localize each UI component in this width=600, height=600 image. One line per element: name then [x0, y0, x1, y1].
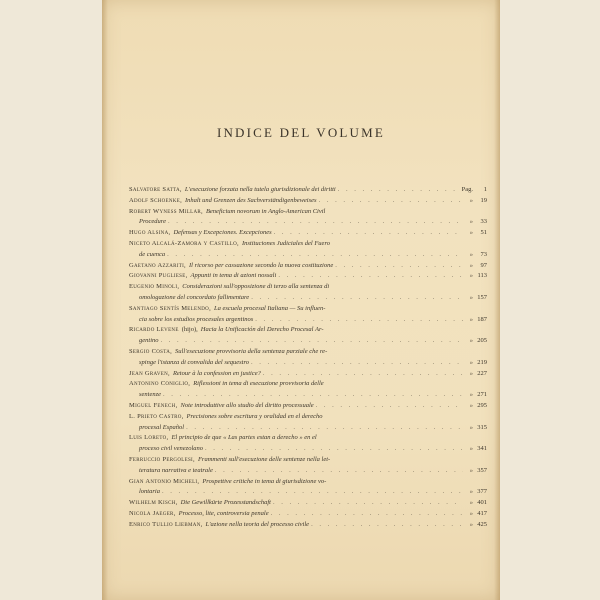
- book-page: [102, 0, 500, 600]
- toc-author: Salvatore Satta,: [129, 186, 182, 193]
- toc-page-number: 219: [477, 358, 487, 366]
- toc-leader-dots: [162, 487, 463, 498]
- toc-title: Sull'esecuzione provvisoria della sentenza parziale che re-: [175, 347, 328, 355]
- toc-entry: [129, 520, 487, 531]
- toc-entry: [129, 239, 487, 261]
- toc-title: Precisiones sobre escritura y oralidad en el derecho: [186, 412, 323, 420]
- toc-page-number: 357: [477, 466, 487, 474]
- toc-entry-line: [129, 379, 487, 390]
- toc-author: Sergio Costa,: [129, 347, 173, 355]
- toc-entry-line: [129, 477, 487, 488]
- toc-ditto-mark: »: [469, 250, 473, 258]
- toc-page-number: 51: [480, 229, 487, 237]
- toc-title: Die Gewillkürte Prozesstandschaft: [180, 499, 271, 507]
- toc-ditto-mark: »: [469, 401, 473, 409]
- toc-title: proceso civil venezolano: [139, 445, 204, 453]
- toc-entry: [129, 412, 487, 434]
- toc-entry-line: [129, 239, 487, 250]
- toc-entry-line: [129, 271, 487, 282]
- toc-title: Frammenti sull'esecuzione delle sentenze nella let-: [197, 455, 331, 463]
- toc-leader-dots: [271, 509, 463, 520]
- toc-author: Santiago Sentís Melendo,: [129, 304, 212, 312]
- toc-leader-dots: [319, 196, 463, 207]
- toc-title: Procedure: [139, 218, 166, 226]
- toc-entry-line: [129, 315, 487, 326]
- toc-page-number: 227: [477, 369, 487, 377]
- toc-entry: [129, 433, 487, 455]
- toc-title: Note introduttive allo studio del diritto processuale: [180, 401, 314, 409]
- toc-title: Prospettive critiche in tema di giurisdizione vo-: [202, 477, 327, 485]
- toc-entry: [129, 228, 487, 239]
- toc-ditto-mark: »: [469, 196, 473, 204]
- toc-entry: [129, 379, 487, 401]
- toc-author: Luis Loreto,: [129, 434, 169, 442]
- toc-entry-line: [129, 466, 487, 477]
- toc-ditto-mark: »: [469, 520, 473, 528]
- toc-leader-dots: [251, 293, 463, 304]
- toc-ditto-mark: »: [469, 358, 473, 366]
- toc-ditto-mark: »: [469, 293, 473, 301]
- toc-title: Il ricorso per cassazione secondo la nuova costituzione: [188, 261, 334, 269]
- toc-title: sentenze: [139, 391, 162, 399]
- toc-title: L'azione nella teoria del processo civile: [205, 520, 310, 528]
- toc-author: Hugo Alsina,: [129, 229, 171, 237]
- toc-entry: [129, 271, 487, 282]
- toc-leader-dots: [278, 271, 463, 282]
- toc-title: gentino: [139, 337, 159, 345]
- toc-entry: [129, 369, 487, 380]
- toc-entry: [129, 185, 487, 196]
- toc-author: L. Prieto Castro,: [129, 412, 184, 420]
- toc-ditto-mark: »: [469, 499, 473, 507]
- toc-entry-line: [129, 369, 487, 380]
- toc-page-number: 187: [477, 315, 487, 323]
- toc-entry-line: [129, 336, 487, 347]
- toc-leader-dots: [161, 336, 464, 347]
- toc-page-number: 295: [477, 401, 487, 409]
- toc-page-number: 33: [480, 218, 487, 226]
- toc-entry: [129, 401, 487, 412]
- toc-entry: [129, 325, 487, 347]
- toc-entry-line: [129, 433, 487, 444]
- toc-page-number: 271: [477, 391, 487, 399]
- toc-page-number: 157: [477, 293, 487, 301]
- toc-title: procesal Español: [139, 423, 185, 431]
- toc-page-number: 315: [477, 423, 487, 431]
- toc-entry-line: [129, 250, 487, 261]
- toc-title: El principio de que « Las partes estan a derecho » en el: [171, 434, 317, 442]
- toc-author: Nicola Jaeger,: [129, 509, 176, 517]
- toc-ditto-mark: »: [469, 369, 473, 377]
- toc-ditto-mark: »: [469, 272, 473, 280]
- toc-author: Eugenio Minoli,: [129, 283, 180, 291]
- toc-page-number: 19: [480, 196, 487, 204]
- page-edge-right: [494, 0, 500, 600]
- toc-title: cia sobre los estudios procesales argentinos: [139, 315, 254, 323]
- toc-entry: [129, 304, 487, 326]
- toc-leader-dots: [335, 261, 463, 272]
- toc-entry-line: [129, 444, 487, 455]
- page-heading: INDICE DEL VOLUME: [216, 125, 386, 140]
- toc-entry-line: [129, 423, 487, 434]
- toc-entry-line: [129, 487, 487, 498]
- toc-leader-dots: [186, 423, 463, 434]
- toc-title: Appunti in tema di azioni nossali: [190, 272, 277, 280]
- toc-page-number: 1: [483, 186, 487, 193]
- toc-title: Riflessioni in tema di esecuzione provvisoria delle: [193, 380, 324, 388]
- toc-title: Inhalt und Grenzen des Sachverständigenbeweises: [185, 196, 317, 204]
- toc-leader-dots: [215, 466, 463, 477]
- toc-entry-line: [129, 185, 487, 196]
- toc-entry-line: [129, 455, 487, 466]
- toc-ditto-mark: »: [469, 423, 473, 431]
- toc-entry: [129, 498, 487, 509]
- toc-entry-line: [129, 207, 487, 218]
- toc-entry-line: [129, 293, 487, 304]
- toc-entry-line: [129, 412, 487, 423]
- toc-title: Retour à la confession en justice?: [172, 369, 261, 377]
- toc-author: Gian Antonio Micheli,: [129, 477, 200, 485]
- toc-leader-dots: [167, 250, 463, 261]
- toc-title: L'esecuzione forzata nella tutela giurisdizionale dei diritti: [184, 186, 336, 193]
- toc-leader-dots: [273, 498, 463, 509]
- toc-entry: [129, 207, 487, 229]
- toc-ditto-mark: »: [469, 218, 473, 226]
- toc-title: Instituciones Judiciales del Fuero: [241, 239, 330, 247]
- toc-title: Beneficium novorum in Anglo-American Civil: [205, 207, 326, 215]
- toc-author: Ferruccio Pergolesi,: [129, 455, 195, 463]
- toc-entry-line: [129, 282, 487, 293]
- toc-page-number: 425: [477, 520, 487, 528]
- toc-leader-dots: [338, 185, 458, 196]
- toc-title: Considerazioni sull'opposizione di terzo alla sentenza di: [182, 283, 330, 291]
- toc-title: Processo, lite, controversia penale: [178, 509, 269, 517]
- toc-leader-dots: [205, 444, 463, 455]
- toc-entry-line: [129, 347, 487, 358]
- toc-author: Gaetano Azzariti,: [129, 261, 186, 269]
- toc-title: lontaria: [139, 488, 160, 496]
- toc-page-number: 73: [480, 250, 487, 258]
- toc-entry-line: [129, 325, 487, 336]
- toc-ditto-mark: »: [469, 337, 473, 345]
- toc-author: Niceto Alcalá-Zamora y Castillo,: [129, 239, 239, 247]
- toc-ditto-mark: »: [469, 261, 473, 269]
- toc-ditto-mark: »: [469, 315, 473, 323]
- toc-author-suffix: (hijo),: [181, 326, 198, 334]
- toc-page-number: 97: [480, 261, 487, 269]
- toc-entry-line: [129, 261, 487, 272]
- toc-entry: [129, 509, 487, 520]
- toc-title: teratura narrativa e teatrale: [139, 466, 213, 474]
- toc-ditto-mark: »: [469, 445, 473, 453]
- toc-entry: [129, 196, 487, 207]
- toc-leader-dots: [316, 401, 463, 412]
- toc-ditto-mark: »: [469, 488, 473, 496]
- toc-page-number: 377: [477, 488, 487, 496]
- toc-ditto-mark: »: [469, 391, 473, 399]
- table-of-contents: [129, 185, 487, 531]
- toc-leader-dots: [251, 358, 463, 369]
- toc-entry-line: [129, 390, 487, 401]
- toc-ditto-mark: »: [469, 466, 473, 474]
- toc-author: Wilhelm Kisch,: [129, 499, 178, 507]
- toc-entry-line: [129, 217, 487, 228]
- toc-ditto-mark: »: [469, 229, 473, 237]
- toc-entry: [129, 347, 487, 369]
- toc-entry-line: [129, 498, 487, 509]
- toc-page-label: Pag.: [461, 186, 473, 193]
- toc-page-number: 401: [477, 499, 487, 507]
- toc-author: Enrico Tullio Liebman,: [129, 520, 203, 528]
- toc-entry: [129, 282, 487, 304]
- toc-title: spinge l'istanza di convalida del sequestro: [139, 358, 250, 366]
- toc-ditto-mark: »: [469, 509, 473, 517]
- toc-page-number: 341: [477, 445, 487, 453]
- toc-author: Robert Wyness Millar,: [129, 207, 203, 215]
- toc-leader-dots: [255, 315, 463, 326]
- toc-leader-dots: [263, 369, 463, 380]
- toc-leader-dots: [274, 228, 463, 239]
- toc-author: Adolf Schoenke,: [129, 196, 183, 204]
- toc-entry-line: [129, 196, 487, 207]
- toc-author: Giovanni Pugliese,: [129, 272, 188, 280]
- toc-leader-dots: [163, 390, 463, 401]
- toc-author: Ricardo Levene: [129, 326, 179, 334]
- toc-entry-line: [129, 228, 487, 239]
- page-edge-left: [102, 0, 108, 600]
- toc-entry: [129, 261, 487, 272]
- toc-title: La escuela procesal Italiana — Su influen-: [214, 304, 326, 312]
- toc-title: Hacia la Unificación del Derecho Procesal Ar-: [200, 326, 324, 334]
- toc-leader-dots: [168, 217, 463, 228]
- toc-page-number: 113: [477, 272, 487, 280]
- toc-entry-line: [129, 401, 487, 412]
- toc-title: Defensas y Excepciones. Excepciones: [173, 229, 272, 237]
- toc-author: Miguel Fenech,: [129, 401, 178, 409]
- toc-entry-line: [129, 520, 487, 531]
- toc-entry-line: [129, 304, 487, 315]
- toc-entry: [129, 477, 487, 499]
- toc-leader-dots: [311, 520, 463, 531]
- toc-title: de cuenca: [139, 250, 166, 258]
- toc-title: omologazione del concordato fallimentare: [139, 293, 250, 301]
- toc-entry-line: [129, 358, 487, 369]
- toc-page-number: 417: [477, 509, 487, 517]
- toc-author: Jean Graven,: [129, 369, 170, 377]
- toc-entry-line: [129, 509, 487, 520]
- toc-entry: [129, 455, 487, 477]
- toc-page-number: 205: [477, 337, 487, 345]
- toc-author: Antonino Coniglio,: [129, 380, 191, 388]
